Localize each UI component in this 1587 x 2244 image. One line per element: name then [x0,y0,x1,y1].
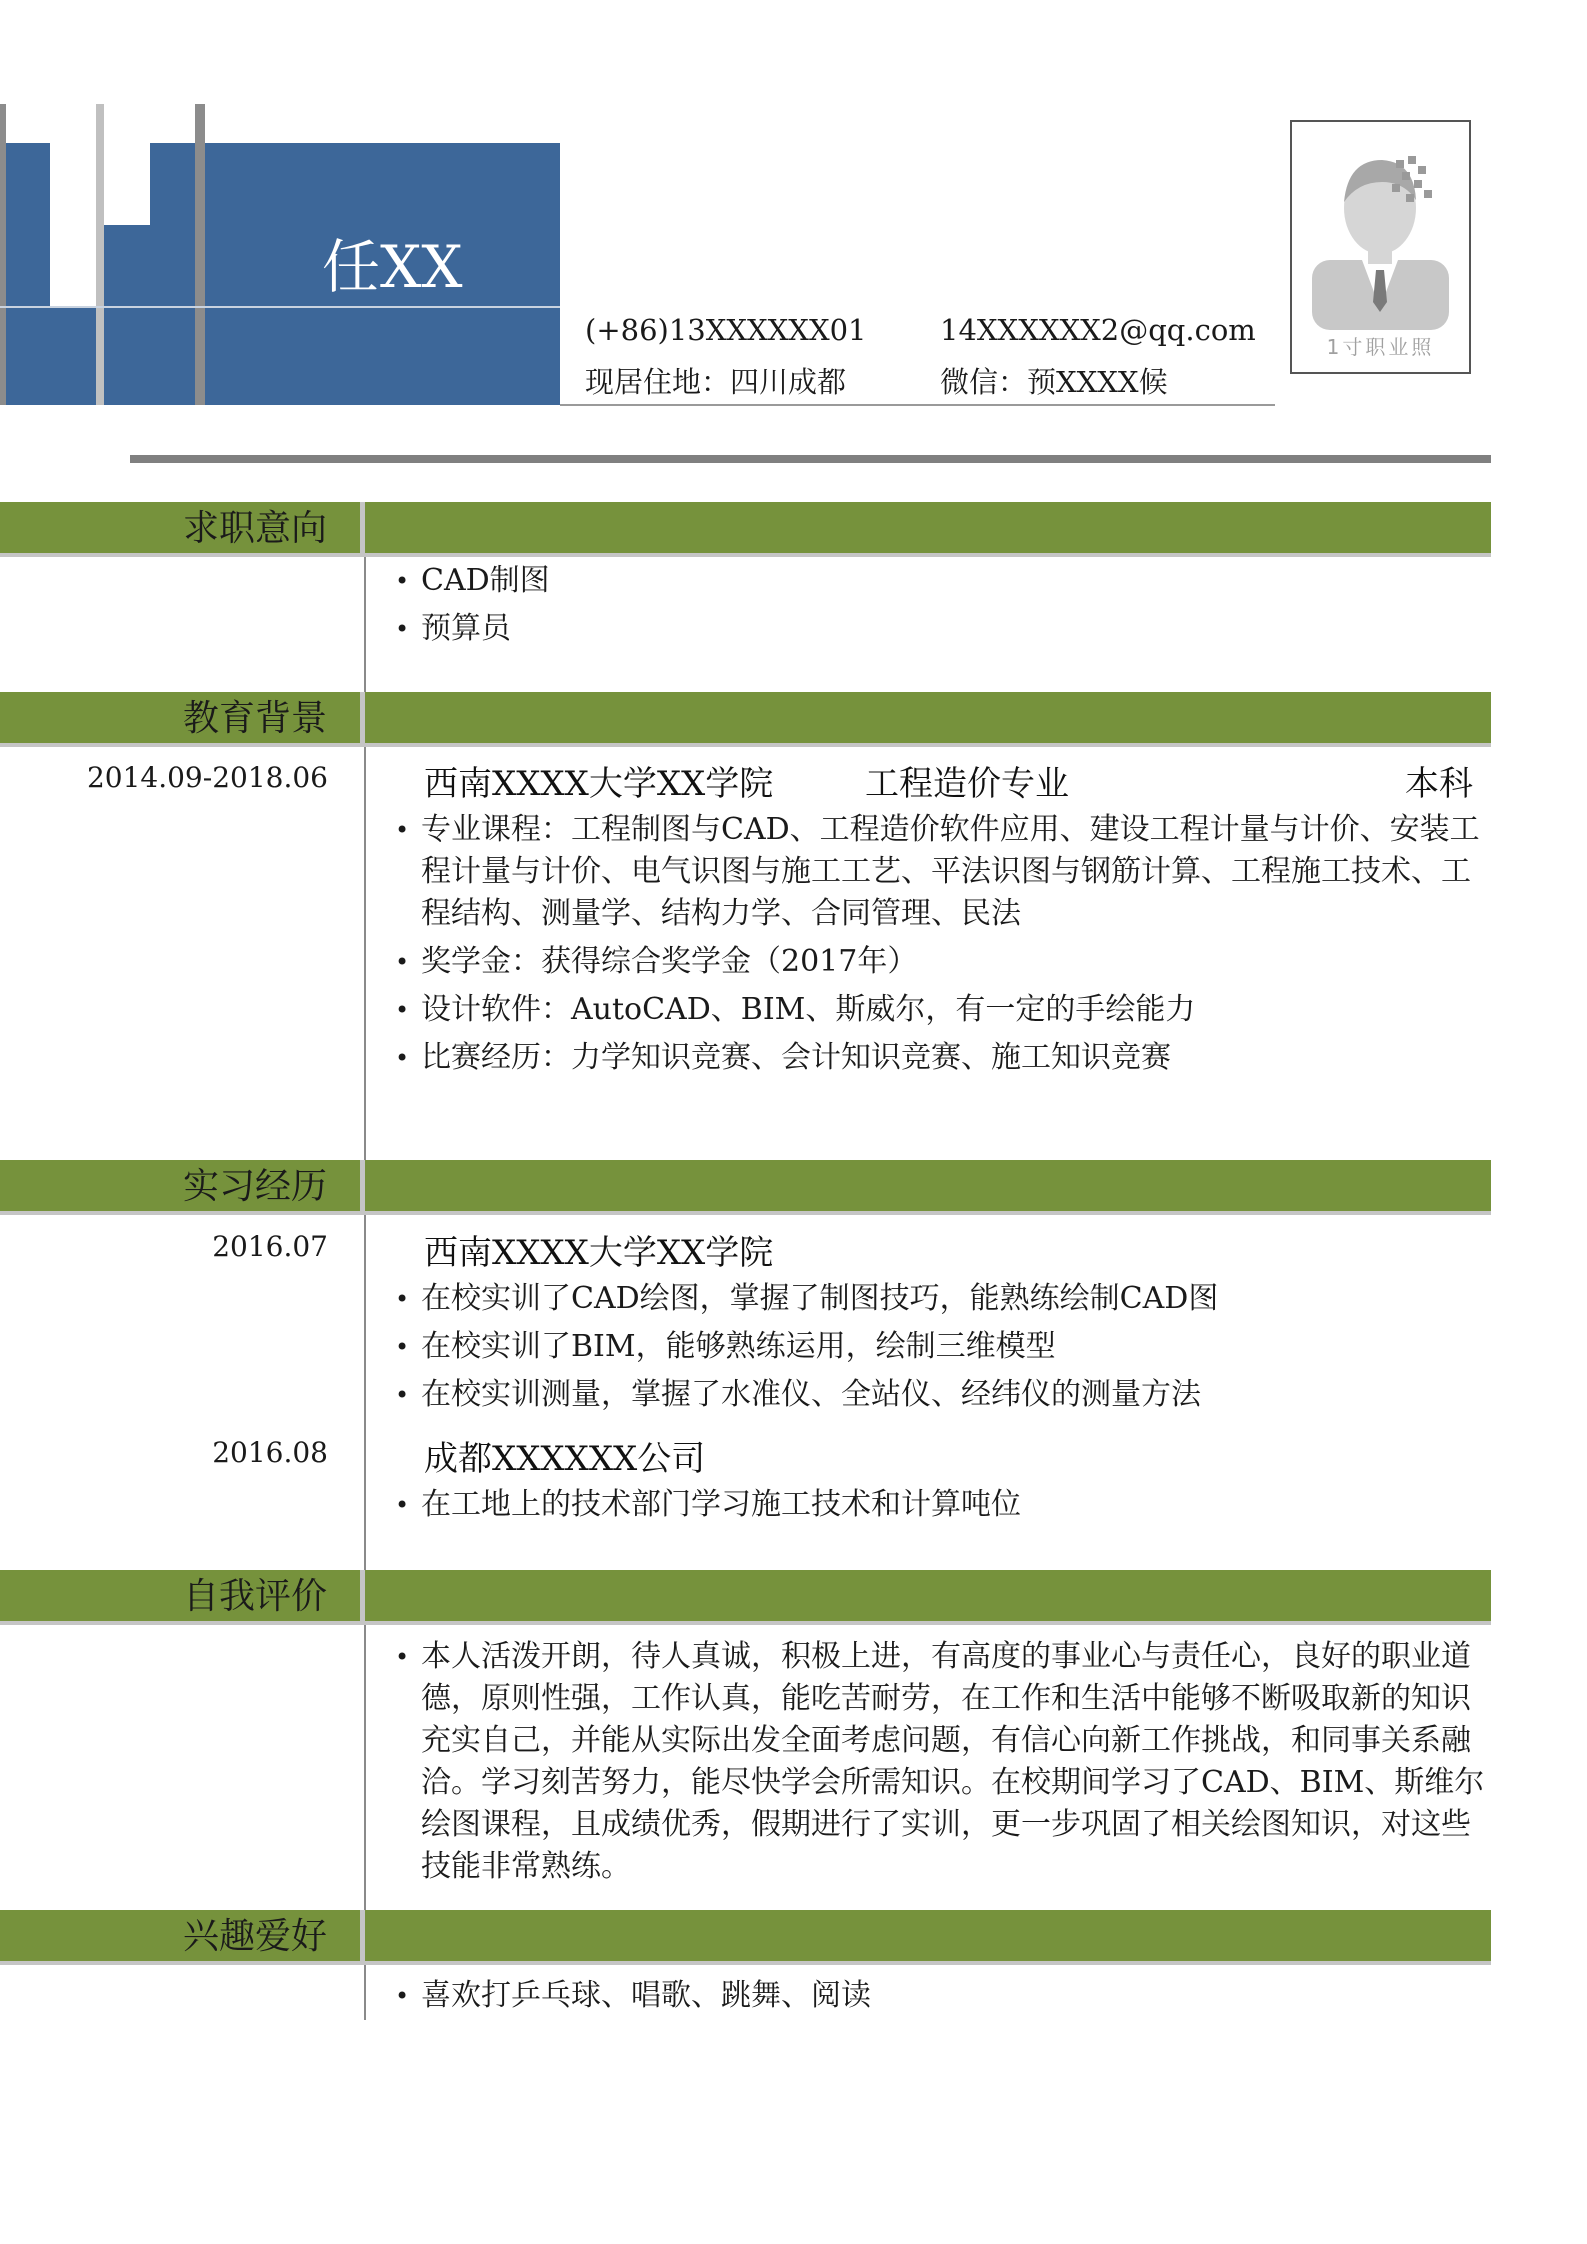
section-title: 实习经历 [182,1166,327,1207]
header-divider [0,306,560,308]
section-divider [360,1910,365,1961]
degree-level: 本科 [1405,764,1473,804]
major-name: 工程造价专业 [865,764,1069,804]
section-title: 自我评价 [182,1576,327,1617]
section-bar-self-eval [0,1570,1491,1625]
deco-notch [50,143,96,308]
email-address: 14XXXXXX2@qq.com [940,313,1256,347]
deco-bar [150,143,198,405]
section-divider [360,692,365,743]
deco-bar [195,104,205,405]
internship-date: 2016.08 [212,1436,328,1469]
wechat-id: 微信：预XXXX候 [940,365,1168,399]
education-list [393,809,1493,1085]
section-bar-objective [0,502,1491,557]
list-item: • 喜欢打乒乓球、唱歌、跳舞、阅读 [393,1975,1493,2017]
deco-notch [104,143,150,225]
candidate-name: 任XX [322,233,463,301]
section-title: 求职意向 [182,508,327,549]
self-eval-list [393,1636,1493,1894]
deco-bar [96,104,104,405]
timeline-line [364,1215,366,1570]
internship-list [393,1484,1493,1532]
list-item: • CAD制图 [393,560,1493,602]
contact-underline [560,404,1275,406]
list-item: • 在校实训测量，掌握了水准仪、全站仪、经纬仪的测量方法 [393,1374,1493,1416]
list-item: • 奖学金：获得综合奖学金（2017年） [393,941,1493,983]
list-item: • 专业课程：工程制图与CAD、工程造价软件应用、建设工程计量与计价、安装工程计量与计价、电气识图与施工工艺、平法识图与钢筋计算、工程施工技术、工程结构、测量学、结构力学、合同管理、民法 [393,809,1493,935]
list-item: • 在工地上的技术部门学习施工技术和计算吨位 [393,1484,1493,1526]
list-item: • 比赛经历：力学知识竞赛、会计知识竞赛、施工知识竞赛 [393,1037,1493,1079]
current-location: 现居住地：四川成都 [585,365,847,399]
section-divider [360,1160,365,1211]
person-silhouette-icon [1292,130,1469,330]
deco-bar [0,104,6,405]
section-divider [360,1570,365,1621]
timeline-line [364,557,366,692]
photo-caption: 1寸职业照 [1326,335,1435,359]
photo-placeholder [1290,120,1471,374]
internship-list [393,1278,1493,1422]
school-name: 西南XXXX大学XX学院 [424,764,774,804]
education-date: 2014.09-2018.06 [86,761,328,794]
section-title: 教育背景 [182,698,327,739]
phone-number: (+86)13XXXXXX01 [585,313,867,347]
list-item: • 在校实训了BIM，能够熟练运用，绘制三维模型 [393,1326,1493,1368]
header-rule [130,455,1491,463]
timeline-line [364,1965,366,2020]
objective-list [393,560,1493,656]
internship-org: 成都XXXXXX公司 [424,1439,706,1479]
list-item: • 预算员 [393,608,1493,650]
list-item: • 设计软件：AutoCAD、BIM、斯威尔，有一定的手绘能力 [393,989,1493,1031]
section-bar-internship [0,1160,1491,1215]
section-bar-hobbies [0,1910,1491,1965]
section-divider [360,502,365,553]
internship-org: 西南XXXX大学XX学院 [424,1233,774,1273]
internship-date: 2016.07 [212,1230,328,1263]
list-item: • 本人活泼开朗，待人真诚，积极上进，有高度的事业心与责任心，良好的职业道德，原则性强，工作认真，能吃苦耐劳，在工作和生活中能够不断吸取新的知识充实自己，并能从实际出发全面考虑问题，有信心向新工作挑战，和同事关系融洽。学习刻苦努力，能尽快学会所需知识。在校期间学习了CAD、BIM、斯维尔绘图课程，且成绩优秀，假期进行了实训，更一步巩固了相关绘图知识，对这些技能非常熟练。 [393,1636,1493,1888]
timeline-line [364,747,366,1160]
hobbies-list [393,1975,1493,2023]
section-title: 兴趣爱好 [182,1916,327,1957]
list-item: • 在校实训了CAD绘图，掌握了制图技巧，能熟练绘制CAD图 [393,1278,1493,1320]
section-bar-education [0,692,1491,747]
timeline-line [364,1625,366,1910]
